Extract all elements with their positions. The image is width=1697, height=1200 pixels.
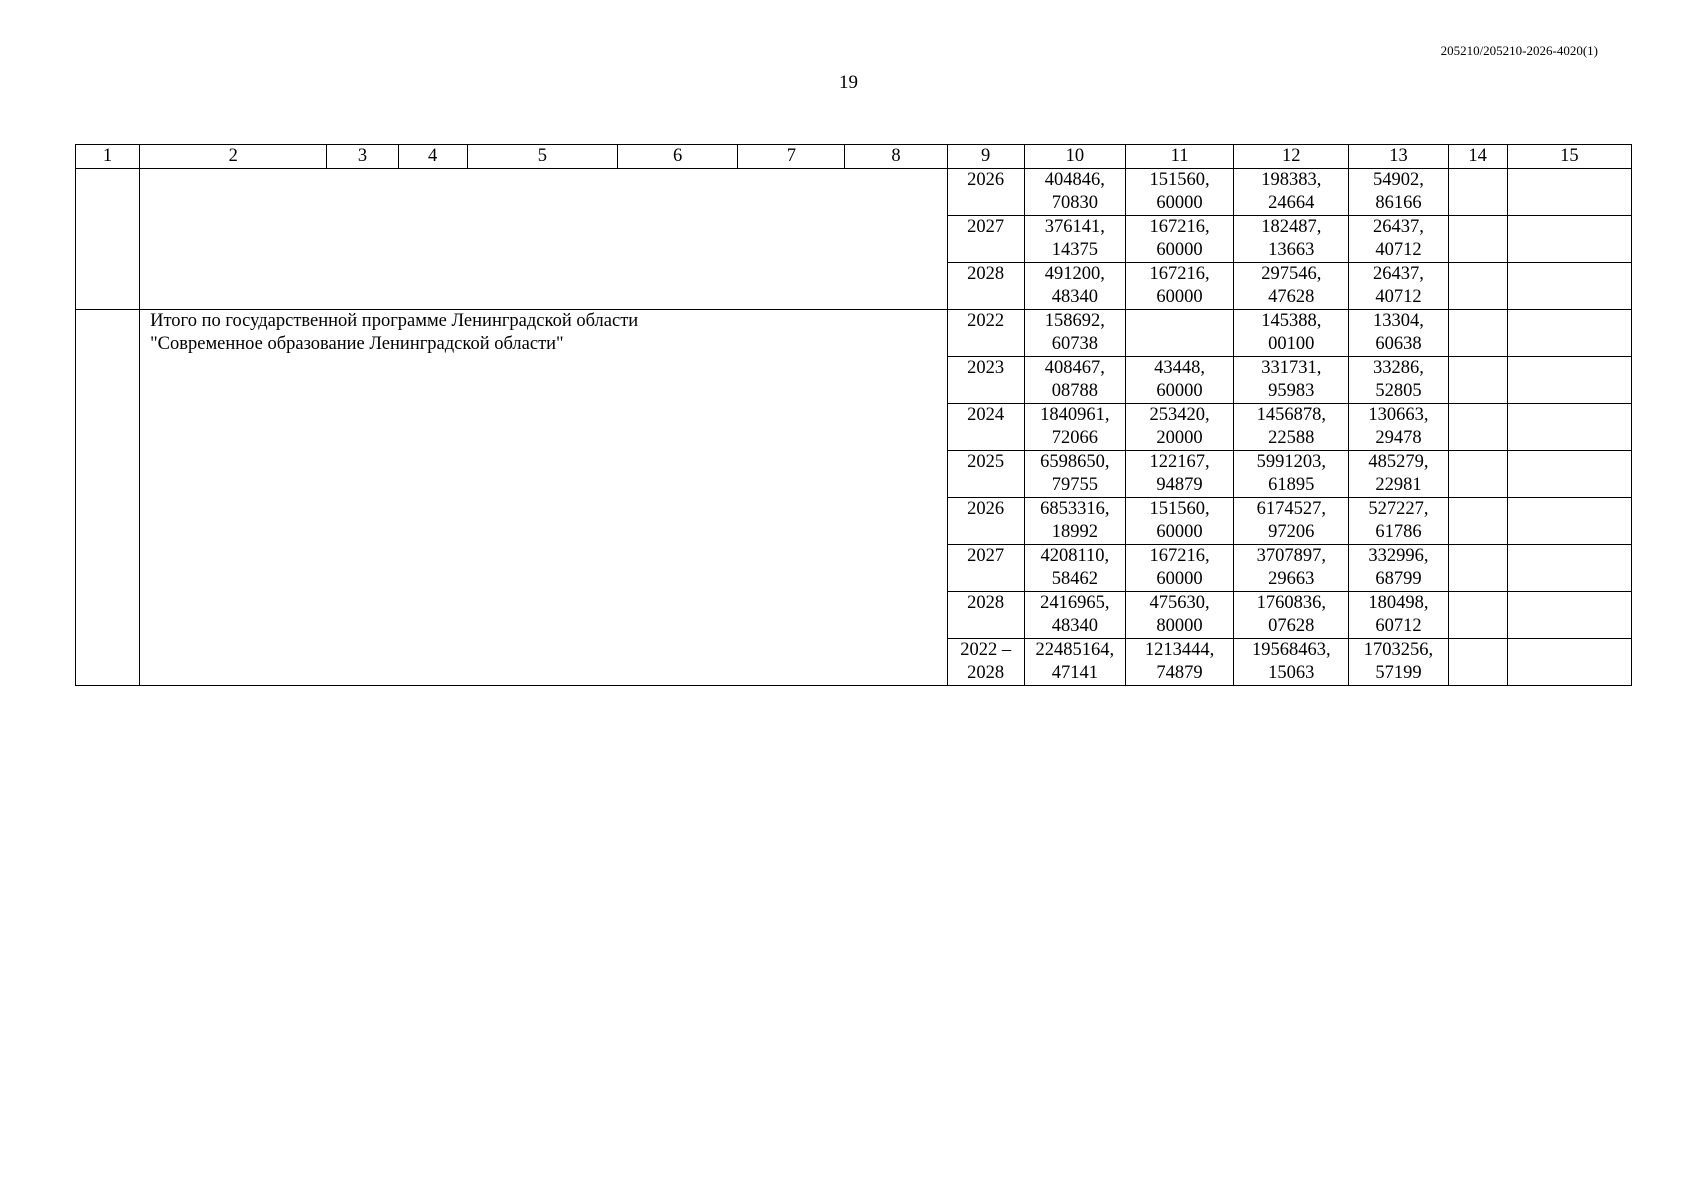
amount-text: 60712	[1375, 616, 1422, 636]
empty-cell-15	[1507, 310, 1631, 357]
amount-cell-12	[1234, 310, 1349, 357]
empty-cell-15	[1507, 357, 1631, 404]
amount-text: 13304,	[1373, 311, 1424, 331]
document-id: 205210/205210-2026-4020(1)	[1440, 43, 1598, 58]
amount-text: 60000	[1156, 287, 1203, 307]
year-text: 2027	[967, 546, 1005, 566]
empty-cell-14	[1448, 216, 1507, 263]
amount-text: 167216,	[1149, 546, 1210, 566]
year-text: 2022 –	[960, 640, 1012, 660]
amount-cell-11	[1125, 216, 1233, 263]
column-header: 6	[618, 145, 738, 169]
amount-cell-11	[1125, 498, 1233, 545]
amount-text: 60000	[1156, 381, 1203, 401]
amount-text: 1213444,	[1144, 640, 1215, 660]
amount-text: 331731,	[1261, 358, 1322, 378]
year-text: 2026	[967, 499, 1005, 519]
amount-text: 22485164,	[1035, 640, 1115, 660]
amount-text: 130663,	[1368, 405, 1429, 425]
table-row	[76, 310, 1632, 357]
column-header: 15	[1507, 145, 1631, 169]
amount-text: 43448,	[1154, 358, 1205, 378]
empty-cell-15	[1507, 592, 1631, 639]
amount-text: 19568463,	[1251, 640, 1331, 660]
year-text: 2022	[967, 311, 1005, 331]
amount-text: 79755	[1051, 475, 1098, 495]
amount-cell-10	[1024, 639, 1125, 686]
year-cell: 2028	[947, 263, 1024, 310]
empty-cell-15	[1507, 263, 1631, 310]
column-header-row	[76, 145, 1632, 169]
amount-cell-12	[1234, 263, 1349, 310]
amount-cell-10	[1024, 216, 1125, 263]
amount-cell-12	[1234, 545, 1349, 592]
amount-cell-12	[1234, 498, 1349, 545]
amount-text: 47628	[1268, 287, 1315, 307]
amount-text: 145388,	[1261, 311, 1322, 331]
column-header: 4	[398, 145, 467, 169]
amount-cell-12	[1234, 451, 1349, 498]
column-header: 10	[1024, 145, 1125, 169]
amount-cell-11	[1125, 169, 1233, 216]
empty-cell-14	[1448, 639, 1507, 686]
amount-text: 47141	[1051, 663, 1098, 683]
amount-text: 94879	[1156, 475, 1203, 495]
empty-cell-15	[1507, 216, 1631, 263]
column-header: 8	[845, 145, 947, 169]
column-header: 5	[467, 145, 617, 169]
description-cell	[140, 169, 948, 310]
table-body	[76, 145, 1632, 686]
amount-text: 408467,	[1044, 358, 1105, 378]
column-header: 1	[76, 145, 140, 169]
empty-cell-14	[1448, 451, 1507, 498]
amount-cell-12	[1234, 404, 1349, 451]
amount-cell-11	[1125, 404, 1233, 451]
empty-cell-14	[1448, 169, 1507, 216]
column-header: 12	[1234, 145, 1349, 169]
amount-text: 475630,	[1149, 593, 1210, 613]
amount-text: 57199	[1375, 663, 1422, 683]
amount-text: 198383,	[1261, 170, 1322, 190]
empty-cell-15	[1507, 545, 1631, 592]
amount-text: 29663	[1268, 569, 1315, 589]
amount-cell-10	[1024, 451, 1125, 498]
empty-cell-15	[1507, 639, 1631, 686]
amount-text: 4208110,	[1040, 546, 1110, 566]
page-number: 19	[839, 72, 858, 93]
empty-cell-14	[1448, 545, 1507, 592]
amount-text: 2416965,	[1040, 593, 1110, 613]
amount-cell-11	[1125, 545, 1233, 592]
amount-cell-11	[1125, 592, 1233, 639]
amount-cell-10	[1024, 357, 1125, 404]
amount-text: 151560,	[1149, 170, 1210, 190]
column-header: 3	[327, 145, 398, 169]
amount-cell-12	[1234, 169, 1349, 216]
empty-cell-14	[1448, 310, 1507, 357]
amount-text: 26437,	[1373, 217, 1424, 237]
empty-cell-15	[1507, 404, 1631, 451]
amount-text: 08788	[1051, 381, 1098, 401]
year-text: 2024	[967, 405, 1005, 425]
column-header: 13	[1349, 145, 1448, 169]
amount-text: 13663	[1268, 240, 1315, 260]
amount-text: 376141,	[1044, 217, 1105, 237]
column-header: 7	[738, 145, 845, 169]
amount-text: 40712	[1375, 287, 1422, 307]
amount-text: 20000	[1156, 428, 1203, 448]
amount-text: 72066	[1051, 428, 1098, 448]
amount-text: 60000	[1156, 193, 1203, 213]
amount-text: 151560,	[1149, 499, 1210, 519]
amount-text: 167216,	[1149, 264, 1210, 284]
year-cell	[947, 545, 1024, 592]
amount-text: 33286,	[1373, 358, 1424, 378]
amount-cell-13	[1349, 404, 1448, 451]
amount-text: 167216,	[1149, 217, 1210, 237]
amount-text: 00100	[1268, 334, 1315, 354]
amount-text: 404846,	[1044, 170, 1105, 190]
amount-text: 29478	[1375, 428, 1422, 448]
amount-cell-11	[1125, 263, 1233, 310]
amount-cell-12	[1234, 639, 1349, 686]
amount-text: 122167,	[1149, 452, 1210, 472]
amount-text: 182487,	[1261, 217, 1322, 237]
amount-text: 5991203,	[1256, 452, 1326, 472]
amount-cell-12	[1234, 592, 1349, 639]
amount-text: 1840961,	[1040, 405, 1110, 425]
year-text: 2028	[967, 663, 1005, 683]
amount-text: 54902,	[1373, 170, 1424, 190]
year-cell	[947, 404, 1024, 451]
amount-text: 48340	[1051, 287, 1098, 307]
amount-cell-13	[1349, 310, 1448, 357]
amount-text: 26437,	[1373, 264, 1424, 284]
empty-cell-14	[1448, 263, 1507, 310]
amount-cell-10	[1024, 310, 1125, 357]
amount-cell-11	[1125, 639, 1233, 686]
year-cell	[947, 357, 1024, 404]
amount-cell-12	[1234, 357, 1349, 404]
row-number-cell	[76, 169, 140, 310]
amount-text: 6853316,	[1040, 499, 1110, 519]
amount-cell-10	[1024, 498, 1125, 545]
amount-cell-10	[1024, 404, 1125, 451]
amount-text: 52805	[1375, 381, 1422, 401]
year-cell	[947, 639, 1024, 686]
amount-text: 1456878,	[1256, 405, 1326, 425]
year-cell	[947, 310, 1024, 357]
column-header: 14	[1448, 145, 1507, 169]
empty-cell-14	[1448, 404, 1507, 451]
amount-cell-13	[1349, 639, 1448, 686]
amount-text: 253420,	[1149, 405, 1210, 425]
amount-text: 1703256,	[1363, 640, 1434, 660]
amount-text: 48340	[1051, 616, 1098, 636]
amount-text: 527227,	[1368, 499, 1429, 519]
row-number-cell	[76, 310, 140, 686]
amount-text: 60638	[1375, 334, 1422, 354]
amount-text: 24664	[1268, 193, 1315, 213]
empty-cell-15	[1507, 451, 1631, 498]
amount-text: 18992	[1051, 522, 1098, 542]
amount-cell-13	[1349, 592, 1448, 639]
amount-text: 95983	[1268, 381, 1315, 401]
amount-cell-11	[1125, 310, 1233, 357]
year-cell	[947, 451, 1024, 498]
program-title-line-2: "Современное образование Ленинградской области"	[150, 334, 564, 354]
year-text: 2023	[967, 358, 1005, 378]
year-cell	[947, 498, 1024, 545]
amount-text: 60000	[1156, 569, 1203, 589]
amount-cell-10	[1024, 592, 1125, 639]
amount-text: 80000	[1156, 616, 1203, 636]
amount-text: 60000	[1156, 522, 1203, 542]
amount-text: 68799	[1375, 569, 1422, 589]
amount-text: 491200,	[1044, 264, 1105, 284]
amount-cell-13	[1349, 169, 1448, 216]
amount-text: 74879	[1156, 663, 1203, 683]
amount-text: 485279,	[1368, 452, 1429, 472]
amount-text: 60738	[1051, 334, 1098, 354]
amount-text: 07628	[1268, 616, 1315, 636]
amount-text: 22981	[1375, 475, 1422, 495]
empty-cell-15	[1507, 169, 1631, 216]
amount-cell-13	[1349, 263, 1448, 310]
amount-cell-10	[1024, 169, 1125, 216]
amount-text: 86166	[1375, 193, 1422, 213]
amount-text: 14375	[1051, 240, 1098, 260]
amount-cell-13	[1349, 357, 1448, 404]
amount-text: 61895	[1268, 475, 1315, 495]
amount-text: 6598650,	[1040, 452, 1110, 472]
year-cell: 2027	[947, 216, 1024, 263]
column-header: 9	[947, 145, 1024, 169]
amount-text: 58462	[1051, 569, 1098, 589]
program-title-line-1: Итого по государственной программе Ленинградской области	[150, 311, 639, 331]
empty-cell-14	[1448, 357, 1507, 404]
amount-text: 297546,	[1261, 264, 1322, 284]
amount-cell-11	[1125, 357, 1233, 404]
amount-text: 3707897,	[1256, 546, 1326, 566]
empty-cell-14	[1448, 498, 1507, 545]
amount-cell-12	[1234, 216, 1349, 263]
amount-text: 158692,	[1044, 311, 1105, 331]
program-title-cell	[140, 310, 948, 686]
column-header: 11	[1125, 145, 1233, 169]
amount-text: 97206	[1268, 522, 1315, 542]
amount-cell-10	[1024, 545, 1125, 592]
amount-text: 40712	[1375, 240, 1422, 260]
amount-cell-13	[1349, 545, 1448, 592]
year-cell: 2026	[947, 169, 1024, 216]
year-text: 2025	[967, 452, 1005, 472]
column-header: 2	[140, 145, 327, 169]
amount-text: 22588	[1268, 428, 1315, 448]
amount-cell-11	[1125, 451, 1233, 498]
amount-text: 332996,	[1368, 546, 1429, 566]
amount-text: 70830	[1051, 193, 1098, 213]
amount-text: 15063	[1268, 663, 1315, 683]
amount-text: 60000	[1156, 240, 1203, 260]
empty-cell-15	[1507, 498, 1631, 545]
amount-cell-13	[1349, 498, 1448, 545]
empty-cell-14	[1448, 592, 1507, 639]
amount-text: 180498,	[1368, 593, 1429, 613]
amount-cell-13	[1349, 216, 1448, 263]
amount-text: 1760836,	[1256, 593, 1326, 613]
table-row	[76, 169, 1632, 216]
year-cell	[947, 592, 1024, 639]
amount-text: 6174527,	[1256, 499, 1326, 519]
amount-cell-13	[1349, 451, 1448, 498]
year-text: 2028	[967, 593, 1005, 613]
budget-table	[75, 144, 1632, 686]
amount-text: 61786	[1375, 522, 1422, 542]
amount-cell-10	[1024, 263, 1125, 310]
